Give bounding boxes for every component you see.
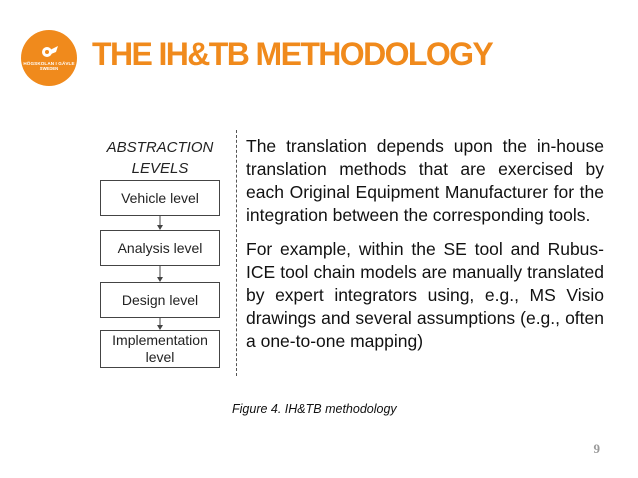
level-label: Vehicle level xyxy=(121,189,199,206)
figure-caption: Figure 4. IH&TB methodology xyxy=(232,402,397,416)
abstraction-heading-line2: LEVELS xyxy=(131,160,189,177)
body-paragraph-1: The translation depends upon the in-house translation methods that are exercised by each Original Equipment Manufacturer for the integration between the corresponding tools. xyxy=(246,136,604,225)
arrow-analysis-to-design xyxy=(157,266,163,282)
page-number: 9 xyxy=(593,441,600,456)
level-label: Design level xyxy=(121,291,199,308)
level-label: Implementation xyxy=(112,332,208,348)
logo-text-university: HÖGSKOLAN I GÄVLE xyxy=(23,60,75,66)
level-label-line2: level xyxy=(145,349,175,365)
arrow-design-to-implementation xyxy=(157,318,163,330)
level-label: Analysis level xyxy=(117,239,203,256)
arrow-vehicle-to-analysis xyxy=(157,216,163,230)
slide-title: THE IH&TB METHODOLOGY xyxy=(92,36,493,72)
abstraction-heading-line1: ABSTRACTION xyxy=(106,139,214,156)
body-paragraph-2: For example, within the SE tool and Rubus-ICE tool chain models are manually translated by expert integrators using, e.g., MS Visio drawings and several assumptions (e.g., often a one-to-one mapping) xyxy=(246,239,604,351)
logo-text-country: SWEDEN xyxy=(39,66,59,72)
dashed-divider xyxy=(236,130,237,376)
